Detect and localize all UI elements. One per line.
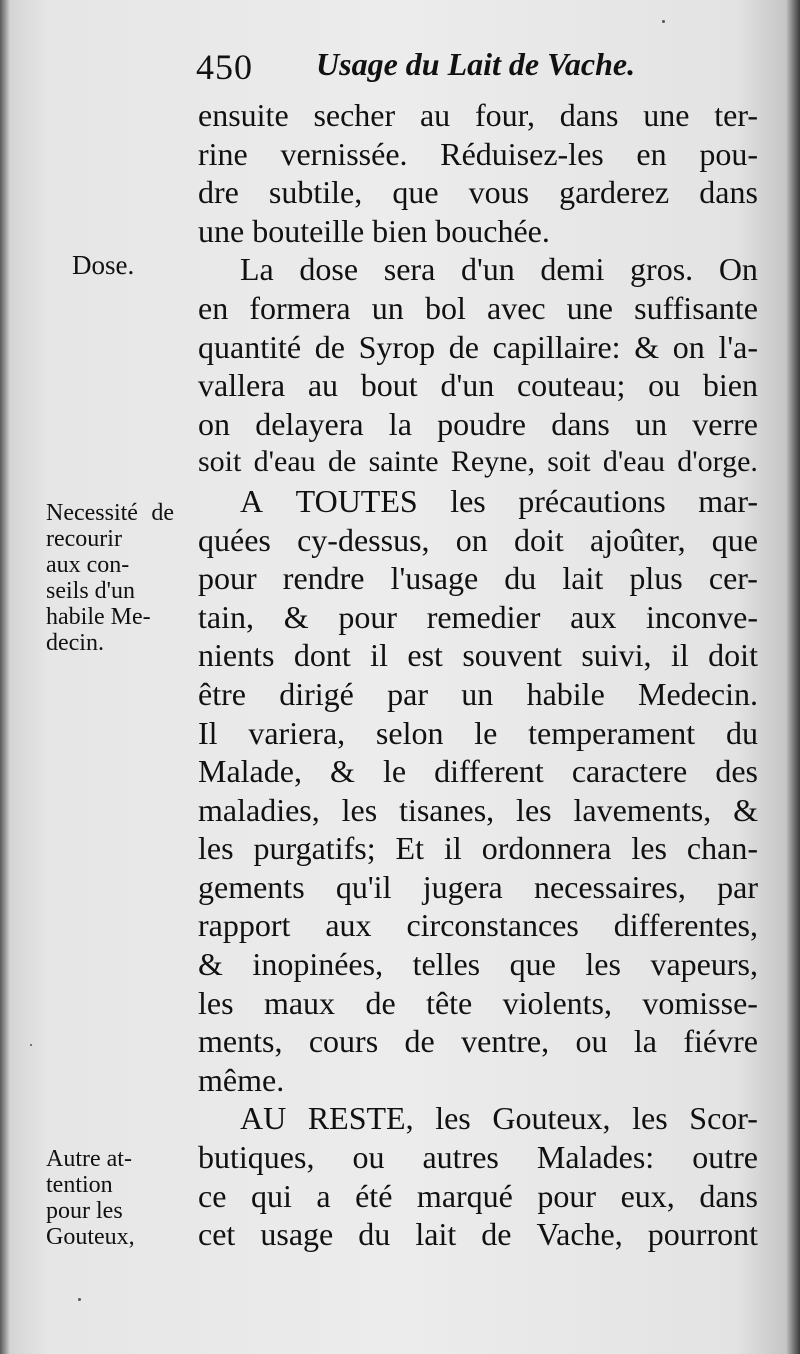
page-header bbox=[196, 44, 676, 94]
text-line: être dirigé par un habile Medecin. bbox=[198, 675, 758, 712]
text-line: pour rendre l'usage du lait plus cer- bbox=[198, 560, 758, 597]
margin-note-line: decin. bbox=[46, 630, 104, 656]
margin-note-dose bbox=[72, 252, 134, 278]
text-line: gements qu'il jugera necessaires, par bbox=[198, 868, 758, 905]
text-line: les purgatifs; Et il ordonnera les chan- bbox=[198, 830, 758, 867]
text-line: La dose sera d'un demi gros. On bbox=[240, 251, 758, 288]
text-line: & inopinées, telles que les vapeurs, bbox=[198, 946, 758, 983]
margin-note-autre bbox=[46, 1146, 170, 1250]
page-number: 450 bbox=[196, 47, 253, 87]
text-line: vallera au bout d'un couteau; ou bien bbox=[198, 367, 758, 404]
text-line: en formera un bol avec une suffisante bbox=[198, 289, 758, 326]
text-line: ensuite secher au four, dans une ter- bbox=[198, 97, 758, 133]
margin-note-line: Autre at- bbox=[46, 1146, 132, 1172]
text-line: Malade, & le different caractere des bbox=[198, 753, 758, 790]
margin-note-line: Necessité de bbox=[46, 500, 174, 526]
text-line: butiques, ou autres Malades: outre bbox=[198, 1139, 758, 1176]
text-line: les maux de tête violents, vomisse- bbox=[198, 984, 758, 1021]
text-line: A TOUTES les précautions mar- bbox=[240, 482, 758, 519]
ink-speck bbox=[662, 20, 665, 23]
body-text bbox=[198, 96, 758, 1254]
text-line: une bouteille bien bouchée. bbox=[198, 212, 550, 249]
margin-note-line: seils d'un bbox=[46, 578, 135, 604]
text-line: soit d'eau de sainte Reyne, soit d'eau d'orge. bbox=[198, 445, 758, 479]
margin-note-text: Dose. bbox=[72, 250, 135, 280]
margin-note-necessite bbox=[46, 500, 174, 656]
text-line: même. bbox=[198, 1061, 285, 1098]
text-line: tain, & pour remedier aux inconve- bbox=[198, 598, 758, 635]
text-line: cet usage du lait de Vache, pourront bbox=[198, 1216, 758, 1253]
ink-speck bbox=[78, 1298, 81, 1301]
margin-note-line: tention bbox=[46, 1172, 113, 1198]
text-line: nients dont il est souvent suivi, il doit bbox=[198, 637, 758, 674]
text-line: rapport aux circonstances differentes, bbox=[198, 907, 758, 944]
margin-note-line: recourir bbox=[46, 526, 122, 552]
text-line: rine vernissée. Réduisez-les en pou- bbox=[198, 135, 758, 172]
margin-note-line: aux con- bbox=[46, 552, 130, 578]
text-line: dre subtile, que vous garderez dans bbox=[198, 174, 758, 211]
page-edge-shadow-right bbox=[786, 0, 800, 1354]
text-line: ments, cours de ventre, ou la fiévre bbox=[198, 1023, 758, 1060]
text-line: on delayera la poudre dans un verre bbox=[198, 405, 758, 442]
running-title: Usage du Lait de Vache. bbox=[316, 46, 636, 82]
page-edge-shadow-left bbox=[0, 0, 10, 1354]
margin-note-line: habile Me- bbox=[46, 604, 151, 630]
margin-note-line: pour les bbox=[46, 1198, 123, 1224]
text-line: quantité de Syrop de capillaire: & on l'a- bbox=[198, 328, 758, 365]
text-line: Il variera, selon le temperament du bbox=[198, 714, 758, 751]
margin-note-line: Gouteux, bbox=[46, 1224, 135, 1250]
text-line: quées cy-dessus, on doit ajoûter, que bbox=[198, 521, 758, 558]
text-line: maladies, les tisanes, les lavements, & bbox=[198, 791, 758, 828]
text-line: AU RESTE, les Gouteux, les Scor- bbox=[240, 1100, 758, 1137]
ink-speck bbox=[30, 1044, 32, 1046]
text-line: ce qui a été marqué pour eux, dans bbox=[198, 1177, 758, 1214]
